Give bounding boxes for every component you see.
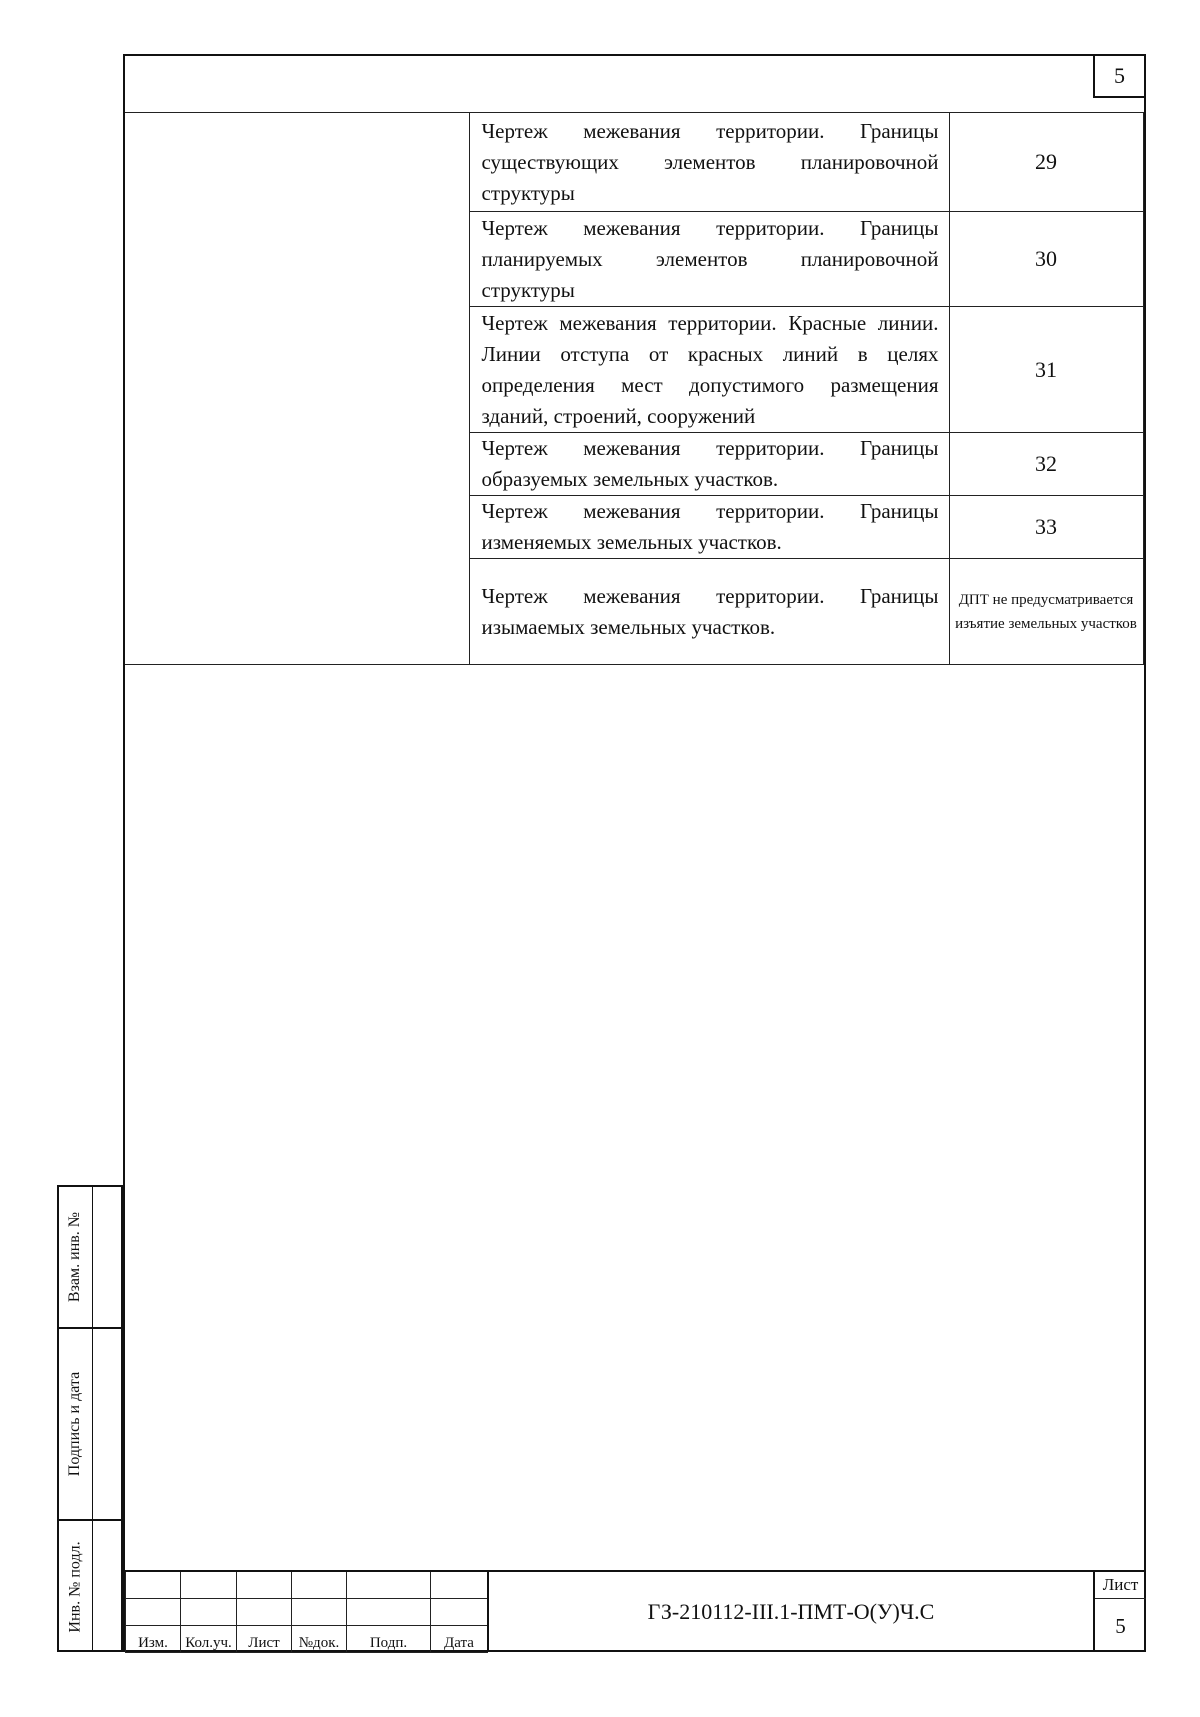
sheet-note: ДПТ не предусматривается изъятие земельных участков — [949, 559, 1143, 665]
sheet-number: 29 — [949, 113, 1143, 212]
title-block-grid — [125, 1570, 488, 1653]
table-row — [126, 1571, 488, 1599]
side-stamp — [57, 1185, 123, 1652]
drawing-title: Чертеж межевания территории. Границы изменяемых земельных участков. — [469, 496, 949, 559]
sheet-label: Лист — [1095, 1572, 1146, 1599]
page-number: 5 — [1093, 54, 1146, 98]
document-code — [487, 1570, 1093, 1652]
drawing-title: Чертеж межевания территории. Границы изымаемых земельных участков. — [469, 559, 949, 665]
sheet-number: 33 — [949, 496, 1143, 559]
column-header: Дата — [431, 1626, 488, 1653]
vzam-inv-label: Взам. инв. № — [66, 1211, 84, 1303]
sheet-number: 32 — [949, 433, 1143, 496]
drawing-title: Чертеж межевания территории. Границы образуемых земельных участков. — [469, 433, 949, 496]
column-header: Кол.уч. — [181, 1626, 237, 1653]
table-row — [126, 1599, 488, 1626]
column-header: Изм. — [126, 1626, 181, 1653]
blank-column — [125, 113, 469, 665]
sheet-number: 31 — [949, 307, 1143, 433]
podpis-data-label: Подпись и дата — [66, 1371, 84, 1477]
sheet-cell — [1093, 1570, 1146, 1652]
document-code-text: ГЗ-210112-III.1-ПМТ-О(У)Ч.С — [647, 1599, 935, 1624]
drawing-title: Чертеж межевания территории. Красные линии. Линии отступа от красных линий в целях определения мест допустимого размещения зданий, строений, сооружений — [469, 307, 949, 433]
side-stamp-divider — [92, 1187, 93, 1650]
column-header: №док. — [292, 1626, 347, 1653]
table-row — [125, 113, 1143, 212]
sheet-number: 5 — [1115, 1613, 1126, 1638]
column-header: Подп. — [347, 1626, 431, 1653]
inv-podl-label: Инв. № подл. — [66, 1540, 84, 1633]
drawing-title: Чертеж межевания территории. Границы существующих элементов планировочной структуры — [469, 113, 949, 212]
table-row — [126, 1626, 488, 1653]
sheet-number: 30 — [949, 212, 1143, 307]
drawing-title: Чертеж межевания территории. Границы планируемых элементов планировочной структуры — [469, 212, 949, 307]
column-header: Лист — [237, 1626, 292, 1653]
contents-table — [125, 112, 1144, 665]
